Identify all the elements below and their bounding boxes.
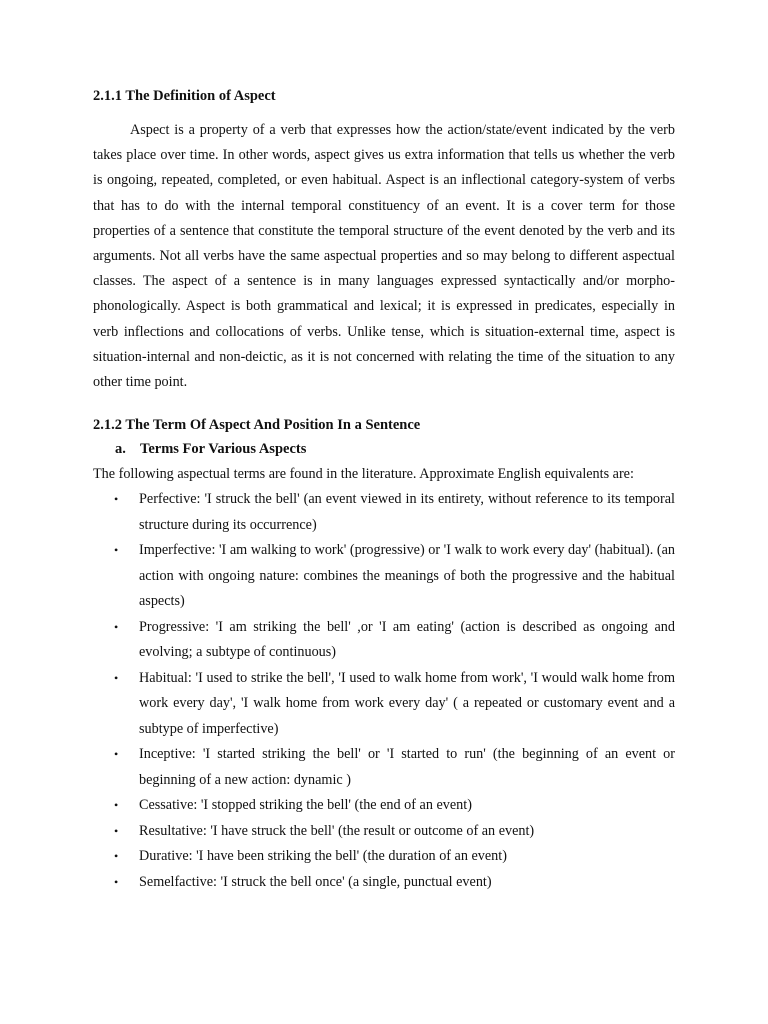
subsection-title: Terms For Various Aspects (140, 441, 307, 458)
list-item (93, 487, 675, 538)
bullet-icon: • (114, 543, 119, 558)
list-item (93, 538, 675, 615)
bullet-icon: • (114, 670, 119, 685)
bullet-icon: • (114, 747, 119, 762)
list-item-text: Durative: 'I have been striking the bell' (the duration of an event) (139, 848, 507, 865)
bullet-icon: • (114, 619, 119, 634)
section-heading-term-position: 2.1.2 The Term Of Aspect And Position In a Sentence (93, 417, 421, 434)
list-item-text: Habitual: 'I used to strike the bell', 'I used to walk home from work', 'I would walk home from work every day', 'I walk home from work every day' ( a repeated or customary event and a subtype of imperfective) (139, 669, 675, 737)
bullet-icon: • (114, 874, 119, 889)
list-item-text: Resultative: 'I have struck the bell' (the result or outcome of an event) (139, 822, 535, 839)
list-item-text: Inceptive: 'I started striking the bell' or 'I started to run' (the beginning of an event or beginning of a new action: dynamic ) (139, 746, 675, 788)
section-heading-definition: 2.1.1 The Definition of Aspect (93, 88, 276, 104)
list-item (93, 742, 675, 793)
list-item (93, 615, 675, 666)
list-item (93, 819, 675, 845)
bullet-icon: • (114, 849, 119, 864)
subsection-heading (93, 439, 675, 459)
document-page (93, 86, 675, 895)
definition-paragraph: Aspect is a property of a verb that expresses how the action/state/event indicated by the verb takes place over time. In other words, aspect gives us extra information that tells us whether the verb is ongoing, repeated, completed, or even habitual. Aspect is an inflectional category-system of verbs that has to do with the internal temporal constituency of an event. It is a cover term for those properties of a sentence that constitute the temporal structure of the event denoted by the verb and its arguments. Not all verbs have the same aspectual properties and so may belong to different aspectual classes. The aspect of a sentence is in many languages expressed syntactically and/or morpho-phonologically. Aspect is both grammatical and lexical; it is expressed in predicates, especially in verb inflections and collocations of verbs. Unlike tense, which is situation-external time, aspect is situation-internal and non-deictic, as it is not concerned with relating the time of the situation to any other time point. (93, 122, 675, 391)
list-item (93, 793, 675, 819)
list-item-text: Progressive: 'I am striking the bell' ,or 'I am eating' (action is described as ongoing and evolving; a subtype of continuous) (139, 618, 675, 661)
bullet-icon: • (114, 823, 119, 838)
subsection-marker: a. (115, 441, 126, 458)
list-item (93, 666, 675, 743)
list-item (93, 870, 675, 896)
list-item-text: Semelfactive: 'I struck the bell once' (a single, punctual event) (139, 873, 492, 890)
list-item (93, 844, 675, 870)
bullet-icon: • (114, 798, 119, 813)
aspect-terms-list (93, 487, 675, 895)
list-intro-paragraph: The following aspectual terms are found in the literature. Approximate English equivalents are: (93, 466, 634, 483)
list-item-text: Cessative: 'I stopped striking the bell' (the end of an event) (139, 797, 472, 814)
bullet-icon: • (114, 492, 119, 507)
list-item-text: Perfective: 'I struck the bell' (an event viewed in its entirety, without reference to its temporal structure during its occurrence) (139, 491, 675, 533)
list-item-text: Imperfective: 'I am walking to work' (progressive) or 'I walk to work every day' (habitual). (an action with ongoing nature: combines the meanings of both the progressive and the habitual aspects) (139, 542, 675, 610)
